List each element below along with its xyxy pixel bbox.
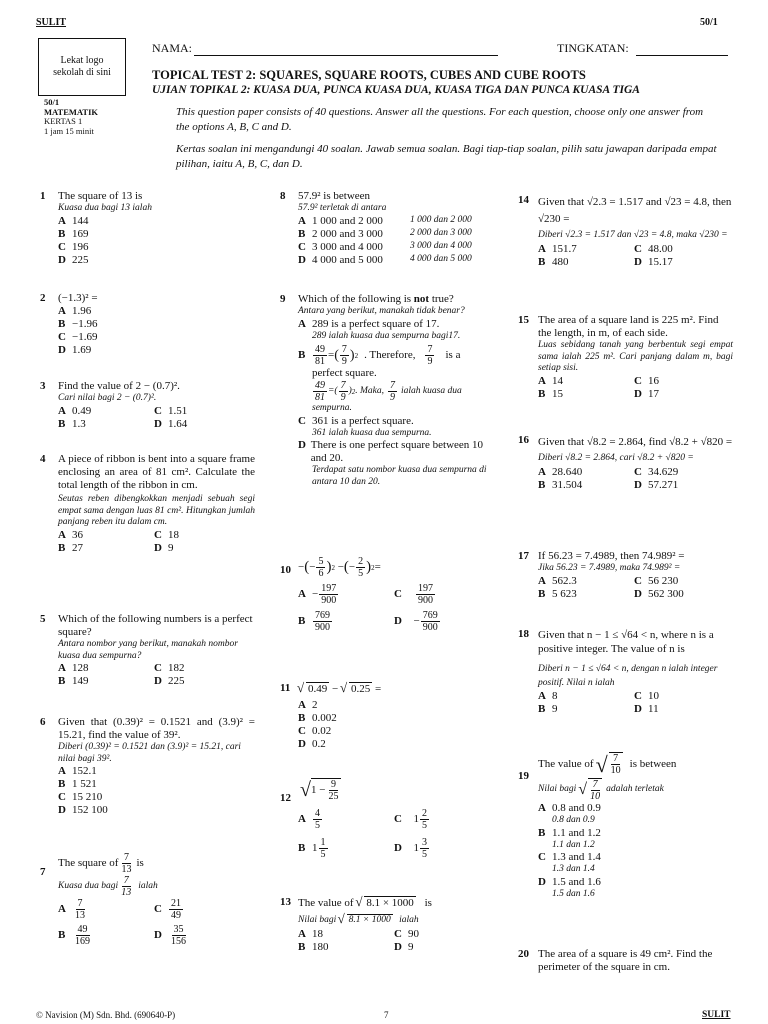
option-b[interactable]: B 1.1 and 1.2	[538, 826, 601, 839]
question-number: 9	[280, 293, 286, 305]
option-a[interactable]: A 14	[538, 374, 563, 387]
question-13	[280, 893, 500, 954]
option-b[interactable]: B 169	[58, 227, 89, 240]
option-b-ms: $\frac{49}{81}$ = ( $\frac{7}{9}$ ) 2 . Maka, $\frac{7}{9}$ ialah kuasa dua	[315, 380, 462, 403]
option-b-ms: 1.1 dan 1.2	[552, 839, 595, 850]
option-b[interactable]: B 9	[538, 703, 558, 715]
page-subtitle: UJIAN TOPIKAL 2: KUASA DUA, PUNCA KUASA DUA, KUASA TIGA DAN PUNCA KUASA TIGA	[152, 84, 640, 96]
question-text-ms: Diberi √2.3 = 1.517 dan √23 = 4.8, maka √230 =	[538, 230, 728, 240]
question-text: The value of √ 8.1 × 1000 is	[298, 896, 500, 910]
question-text-ms: Diberi (0.39)² = 0.1521 dan (3.9)² = 15.21, cari nilai bagi 39².	[58, 742, 241, 764]
question-text-ms: Antara yang berikut, manakah tidak benar?	[298, 306, 465, 316]
question-9	[280, 293, 500, 488]
question-15	[518, 314, 733, 401]
question-text-ms: Diberi n − 1 ≤ √64 < n, dengan n ialah integer positif. Nilai n ialah	[538, 664, 718, 688]
question-text-ms: Seutas reben dibengkokkan menjadi sebuah segi empat sama dengan luas 81 cm². Hitungkan jumlah panjang reben itu dalam cm.	[58, 494, 255, 527]
name-label: NAMA:	[152, 41, 193, 55]
option-c[interactable]: C 56 230	[634, 574, 679, 587]
option-c[interactable]: C −1.69	[58, 331, 98, 343]
option-d[interactable]: D 17	[634, 387, 659, 400]
option-c[interactable]: C $\frac{21}{49}$	[154, 898, 181, 921]
option-c[interactable]: C 34.629	[634, 466, 679, 478]
option-a[interactable]: A 562.3	[538, 574, 577, 587]
option-b[interactable]: B 15	[538, 387, 563, 400]
option-c[interactable]: C 361 is a perfect square.	[298, 414, 414, 427]
question-text-ms: Antara nombor yang berikut, manakah nombor kuasa dua sempurna?	[58, 639, 238, 661]
option-d[interactable]: D There is one perfect square between 10 and 20.	[298, 439, 484, 464]
option-d[interactable]: D 1.69	[58, 344, 92, 356]
question-number: 6	[40, 716, 46, 728]
question-text: (−1.3)² =	[58, 292, 98, 304]
question-number: 20	[518, 948, 529, 960]
option-c[interactable]: C 3 000 and 4 000 3 000 dan 4 000	[298, 240, 472, 253]
option-a[interactable]: A 1.96	[58, 305, 92, 317]
question-8	[280, 190, 500, 267]
question-7	[40, 852, 255, 947]
option-a[interactable]: A 151.7	[538, 243, 577, 255]
option-a[interactable]: A − $\frac{197}{900}$	[298, 583, 337, 606]
option-d[interactable]: D 9	[154, 541, 174, 554]
subject-info	[44, 98, 98, 136]
option-c[interactable]: C 1.3 and 1.4	[538, 851, 601, 863]
option-a[interactable]: A 8	[538, 690, 558, 702]
question-number: 16	[518, 434, 529, 446]
option-a[interactable]: A 1 000 and 2 000 1 000 dan 2 000	[298, 214, 472, 227]
question-4	[40, 453, 255, 555]
page-title: TOPICAL TEST 2: SQUARES, SQUARE ROOTS, CUBES AND CUBE ROOTS	[152, 68, 586, 82]
option-b[interactable]: B $\frac{49}{81}$ = ( $\frac{7}{9}$ ) 2 . Therefore, $\frac{7}{9}$ is a	[298, 344, 461, 367]
option-a[interactable]: A 0.8 and 0.9	[538, 802, 601, 814]
option-d[interactable]: D 1 $\frac{3}{5}$	[394, 837, 427, 860]
option-b[interactable]: B 1 521	[58, 778, 97, 790]
option-d[interactable]: D 562 300	[634, 587, 684, 600]
question-11	[280, 680, 500, 751]
option-c[interactable]: C 196	[58, 240, 89, 253]
question-text: Given that √8.2 = 2.864, find √8.2 + √820 =	[538, 436, 733, 448]
question-1	[40, 190, 255, 267]
question-text: The area of a square is 49 cm². Find the perimeter of the square in cm.	[538, 948, 713, 973]
question-text-ms: Kuasa dua bagi $\frac{7}{13}$ ialah	[58, 875, 158, 898]
option-b[interactable]: B 5 623	[538, 587, 577, 600]
question-text-ms: Cari nilai bagi 2 − (0.7)².	[58, 393, 157, 403]
question-5	[40, 613, 255, 688]
form-label: TINGKATAN:	[557, 41, 629, 55]
question-number: 14	[518, 194, 529, 206]
copyright: © Navision (M) Sdn. Bhd. (690640-P)	[36, 1010, 176, 1020]
option-d[interactable]: D 225	[58, 253, 89, 266]
question-text: √ 0.49 − √ 0.25 =	[298, 682, 500, 696]
option-c[interactable]: C 0.02	[298, 725, 332, 737]
question-number: 10	[280, 564, 291, 576]
option-b-tail: perfect square.	[312, 367, 377, 379]
question-text: 57.9² is between	[298, 190, 371, 202]
instructions-en: This question paper consists of 40 questions. Answer all the questions. For each question, choose only one answer from the options A, B, C and D.	[176, 106, 704, 133]
option-d[interactable]: D 15.17	[634, 256, 673, 268]
option-c[interactable]: C 48.00	[634, 243, 673, 255]
option-d[interactable]: D 1.64	[154, 417, 188, 430]
option-a-ms: 289 ialah kuasa dua sempurna bagi17.	[312, 330, 461, 341]
question-6	[40, 716, 255, 817]
option-a[interactable]: A 289 is a perfect square of 17.	[298, 317, 440, 330]
question-text-ms: Nilai bagi √ 8.1 × 1000 ialah	[298, 914, 500, 927]
option-d-ms: 1.5 dan 1.6	[552, 888, 595, 899]
option-c[interactable]: C 18	[154, 528, 179, 541]
option-a[interactable]: A 152.1	[58, 765, 97, 777]
question-16	[518, 434, 733, 492]
option-d[interactable]: D 152 100	[58, 804, 108, 816]
option-d[interactable]: D 11	[634, 703, 659, 715]
option-b[interactable]: B −1.96	[58, 318, 98, 330]
sulit-top: SULIT	[36, 17, 67, 28]
instructions-ms: Kertas soalan ini mengandungi 40 soalan. Jawab semua soalan. Bagi tiap-tiap soalan, pilih satu jawapan daripada empat pilihan, iaitu A, B, C, dan D.	[176, 143, 717, 170]
option-c[interactable]: C 90	[394, 927, 419, 940]
option-b[interactable]: B 31.504	[538, 479, 583, 491]
option-a[interactable]: A 36	[58, 528, 83, 541]
option-d[interactable]: D 9	[394, 940, 414, 953]
question-text-ms: 57.9² terletak di antara	[298, 203, 387, 213]
logo-placeholder	[38, 38, 126, 96]
question-text: Which of the following numbers is a perfect square?	[58, 613, 253, 638]
question-text: Given that n − 1 ≤ √64 < n, where n is a positive integer. The value of n is	[538, 629, 714, 655]
option-c[interactable]: C 16	[634, 374, 659, 387]
option-a[interactable]: A 144	[58, 214, 89, 227]
question-text: Find the value of 2 − (0.7)².	[58, 380, 180, 392]
question-text: Given that (0.39)² = 0.1521 and (3.9)² = 15.21, find the value of 39².	[58, 716, 255, 741]
question-text: √ 1 − $\frac{9}{25}$	[298, 778, 500, 802]
question-number: 8	[280, 190, 286, 202]
question-text-ms: Diberi √8.2 = 2.864, cari √8.2 + √820 =	[538, 453, 694, 463]
subject-name: MATEMATIK	[44, 106, 98, 117]
option-d[interactable]: D − $\frac{769}{900}$	[394, 610, 438, 633]
question-19	[518, 752, 733, 900]
option-d[interactable]: D 0.2	[298, 738, 326, 750]
question-20	[518, 948, 733, 974]
question-text-ms: Nilai bagi √ $\frac{7}{10}$ adalah terletak	[538, 779, 664, 802]
option-a[interactable]: A 28.640	[538, 466, 583, 478]
question-18	[518, 628, 733, 716]
question-number: 18	[518, 628, 529, 640]
option-d[interactable]: D 57.271	[634, 479, 679, 491]
option-d-ms: Terdapat satu nombor kuasa dua sempurna di antara 10 dan 20.	[312, 465, 487, 487]
question-text: − ( − $\frac{5}{6}$ ) 2 − ( − $\frac{2}{5}$ ) 2 =	[298, 556, 381, 579]
option-c-ms: 361 ialah kuasa dua sempurna.	[312, 427, 432, 438]
question-3	[40, 380, 255, 431]
question-text-ms: Kuasa dua bagi 13 ialah	[58, 203, 152, 213]
option-a-ms: 0.8 dan 0.9	[552, 815, 595, 825]
option-a[interactable]: A $\frac{7}{13}$	[58, 898, 85, 921]
option-c[interactable]: C 1.51	[154, 404, 188, 417]
question-number: 3	[40, 380, 46, 392]
option-b[interactable]: B 180	[298, 940, 329, 953]
question-text-ms: Jika 56.23 = 7.4989, maka 74.989² =	[538, 563, 681, 573]
sulit-bottom: SULIT	[702, 1010, 731, 1020]
question-12	[280, 772, 500, 860]
question-text: The square of 13 is	[58, 190, 143, 202]
question-number: 12	[280, 792, 291, 804]
option-d[interactable]: D 225	[154, 675, 185, 687]
option-b[interactable]: B 2 000 and 3 000 2 000 dan 3 000	[298, 227, 472, 240]
option-b[interactable]: B 1.3	[58, 417, 86, 430]
option-b[interactable]: B 1 $\frac{1}{5}$	[298, 837, 326, 860]
logo-placeholder-text: Lekat logo sekolah di sini	[53, 55, 111, 78]
question-14	[518, 194, 733, 269]
question-10	[280, 556, 500, 633]
duration: 1 jam 15 minit	[44, 125, 94, 136]
option-a[interactable]: A 18	[298, 927, 323, 940]
option-b[interactable]: B $\frac{49}{169}$	[58, 924, 90, 947]
paper-number: KERTAS 1	[44, 116, 83, 126]
question-number: 7	[40, 866, 46, 878]
option-b[interactable]: B 0.002	[298, 712, 337, 724]
question-text: The area of a square land is 225 m². Find the length, in m, of each side.	[538, 314, 719, 339]
option-a[interactable]: A $\frac{4}{5}$	[298, 808, 320, 831]
option-a[interactable]: A 128	[58, 662, 89, 674]
option-b[interactable]: B $\frac{769}{900}$	[298, 610, 330, 633]
option-a[interactable]: A 2	[298, 699, 318, 711]
question-text: If 56.23 = 7.4989, then 74.989² =	[538, 550, 685, 562]
question-text: A piece of ribbon is bent into a square frame enclosing an area of 81 cm². Calculate the total length of the ribbon in cm.	[58, 453, 255, 491]
question-number: 5	[40, 613, 46, 625]
name-field[interactable]	[194, 55, 498, 56]
option-b[interactable]: B 480	[538, 256, 569, 268]
question-number: 13	[280, 896, 291, 908]
question-number: 15	[518, 314, 529, 326]
option-b-ms-tail: sempurna.	[312, 403, 352, 413]
option-d[interactable]: D $\frac{35}{156}$	[154, 924, 186, 947]
question-number: 17	[518, 550, 529, 562]
option-c[interactable]: C 10	[634, 690, 659, 702]
subject-code: 50/1	[44, 97, 60, 107]
question-number: 4	[40, 453, 46, 465]
question-text: The square of $\frac{7}{13}$ is	[58, 852, 144, 875]
option-c[interactable]: C 15 210	[58, 791, 103, 803]
option-d[interactable]: D 1.5 and 1.6	[538, 875, 601, 888]
question-text: Which of the following is not true?	[298, 293, 454, 305]
question-text: Given that √2.3 = 1.517 and √23 = 4.8, then √230 =	[538, 196, 732, 225]
option-c[interactable]: C $\frac{197}{900}$	[394, 583, 433, 606]
paper-code: 50/1	[700, 17, 718, 28]
option-d[interactable]: D 4 000 and 5 000 4 000 dan 5 000	[298, 253, 472, 266]
option-c-ms: 1.3 dan 1.4	[552, 864, 595, 874]
page-number: 7	[384, 1010, 389, 1020]
option-b[interactable]: B 149	[58, 675, 89, 687]
form-field[interactable]	[636, 55, 728, 56]
question-17	[518, 550, 733, 601]
question-text-ms: Luas sebidang tanah yang berbentuk segi empat sama ialah 225 m². Cari panjang dalam m, bagi setiap sisi.	[538, 340, 733, 373]
option-b[interactable]: B 27	[58, 541, 83, 554]
question-number: 11	[280, 682, 291, 694]
question-text: The value of √ $\frac{7}{10}$ is between	[538, 751, 677, 777]
question-number: 2	[40, 292, 46, 304]
option-c[interactable]: C 1 $\frac{2}{5}$	[394, 808, 427, 831]
option-c[interactable]: C 182	[154, 662, 185, 674]
question-2	[40, 292, 255, 357]
question-number: 1	[40, 190, 46, 202]
question-number: 19	[518, 770, 529, 782]
option-a[interactable]: A 0.49	[58, 404, 92, 417]
